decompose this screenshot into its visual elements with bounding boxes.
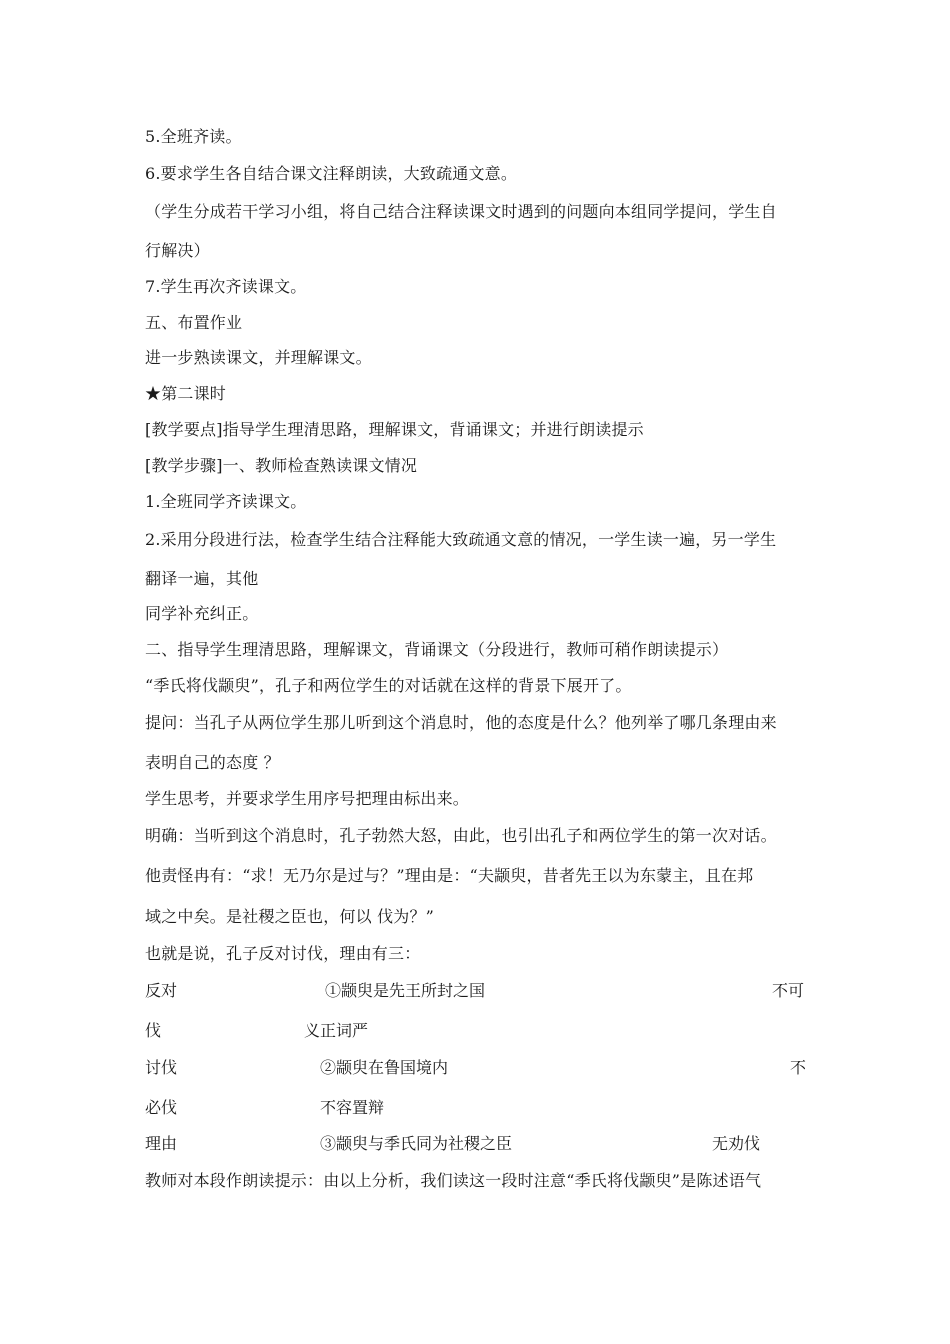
question-line: 提问：当孔子从两位学生那儿听到这个消息时，他的态度是什么？他列举了哪几条理由来 [145, 713, 777, 732]
table-cell-middle: 不容置辩 [320, 1098, 385, 1117]
answer-line: 他责怪冉有：“求！无乃尔是过与？”理由是：“夫颛臾，昔者先王以为东蒙主，且在邦 [145, 866, 754, 885]
table-cell-middle: ③颛臾与季氏同为社稷之臣 [320, 1134, 513, 1153]
table-cell-right: 无劝伐 [712, 1134, 761, 1153]
text-line: 1.全班同学齐读课文。 [145, 492, 307, 511]
text-line: 进一步熟读课文，并理解课文。 [145, 348, 372, 367]
text-line: 6.要求学生各自结合课文注释朗读，大致疏通文意。 [145, 164, 518, 183]
lesson-heading: ★第二课时 [145, 384, 227, 403]
table-cell-middle: ②颛臾在鲁国境内 [320, 1058, 449, 1077]
table-cell-right: 不 [790, 1058, 807, 1077]
table-cell-middle: ①颛臾是先王所封之国 [325, 981, 486, 1000]
table-cell-left: 理由 [145, 1134, 178, 1153]
text-line: 行解决） [145, 241, 210, 260]
text-line: 2.采用分段进行法，检查学生结合注释能大致疏通文意的情况，一学生读一遍，另一学生 [145, 530, 777, 549]
text-line: 5.全班齐读。 [145, 127, 242, 146]
table-cell-left: 反对 [145, 981, 178, 1000]
section-heading: 二、指导学生理清思路，理解课文，背诵课文（分段进行，教师可稍作朗读提示） [145, 640, 729, 659]
text-line: 同学补充纠正。 [145, 604, 259, 623]
question-line: 表明自己的态度 ？ [145, 753, 280, 772]
text-line: 7.学生再次齐读课文。 [145, 277, 307, 296]
text-line: （学生分成若干学习小组，将自己结合注释读课文时遇到的问题向本组同学提问，学生自 [145, 202, 777, 221]
table-cell-right: 不可 [772, 981, 805, 1000]
section-heading: 五、布置作业 [145, 313, 243, 332]
text-line: 教师对本段作朗读提示：由以上分析，我们读这一段时注意“季氏将伐颛臾”是陈述语气 [145, 1171, 762, 1190]
table-cell-left: 必伐 [145, 1098, 178, 1117]
text-line: 翻译一遍，其他 [145, 569, 259, 588]
table-cell-left: 伐 [145, 1021, 162, 1040]
text-line: 学生思考，并要求学生用序号把理由标出来。 [145, 789, 470, 808]
table-cell-left: 讨伐 [145, 1058, 178, 1077]
table-cell-middle: 义正词严 [304, 1021, 369, 1040]
text-line: [教学要点]指导学生理清思路，理解课文，背诵课文；并进行朗读提示 [145, 420, 644, 439]
text-line: 也就是说，孔子反对讨伐，理由有三： [145, 944, 421, 963]
text-line: “季氏将伐颛臾”，孔子和两位学生的对话就在这样的背景下展开了。 [145, 676, 632, 695]
text-line: [教学步骤]一、教师检查熟读课文情况 [145, 456, 418, 475]
answer-line: 域之中矣。是社稷之臣也，何以 伐为？” [145, 907, 435, 926]
answer-line: 明确：当听到这个消息时，孔子勃然大怒，由此，也引出孔子和两位学生的第一次对话。 [145, 826, 777, 845]
